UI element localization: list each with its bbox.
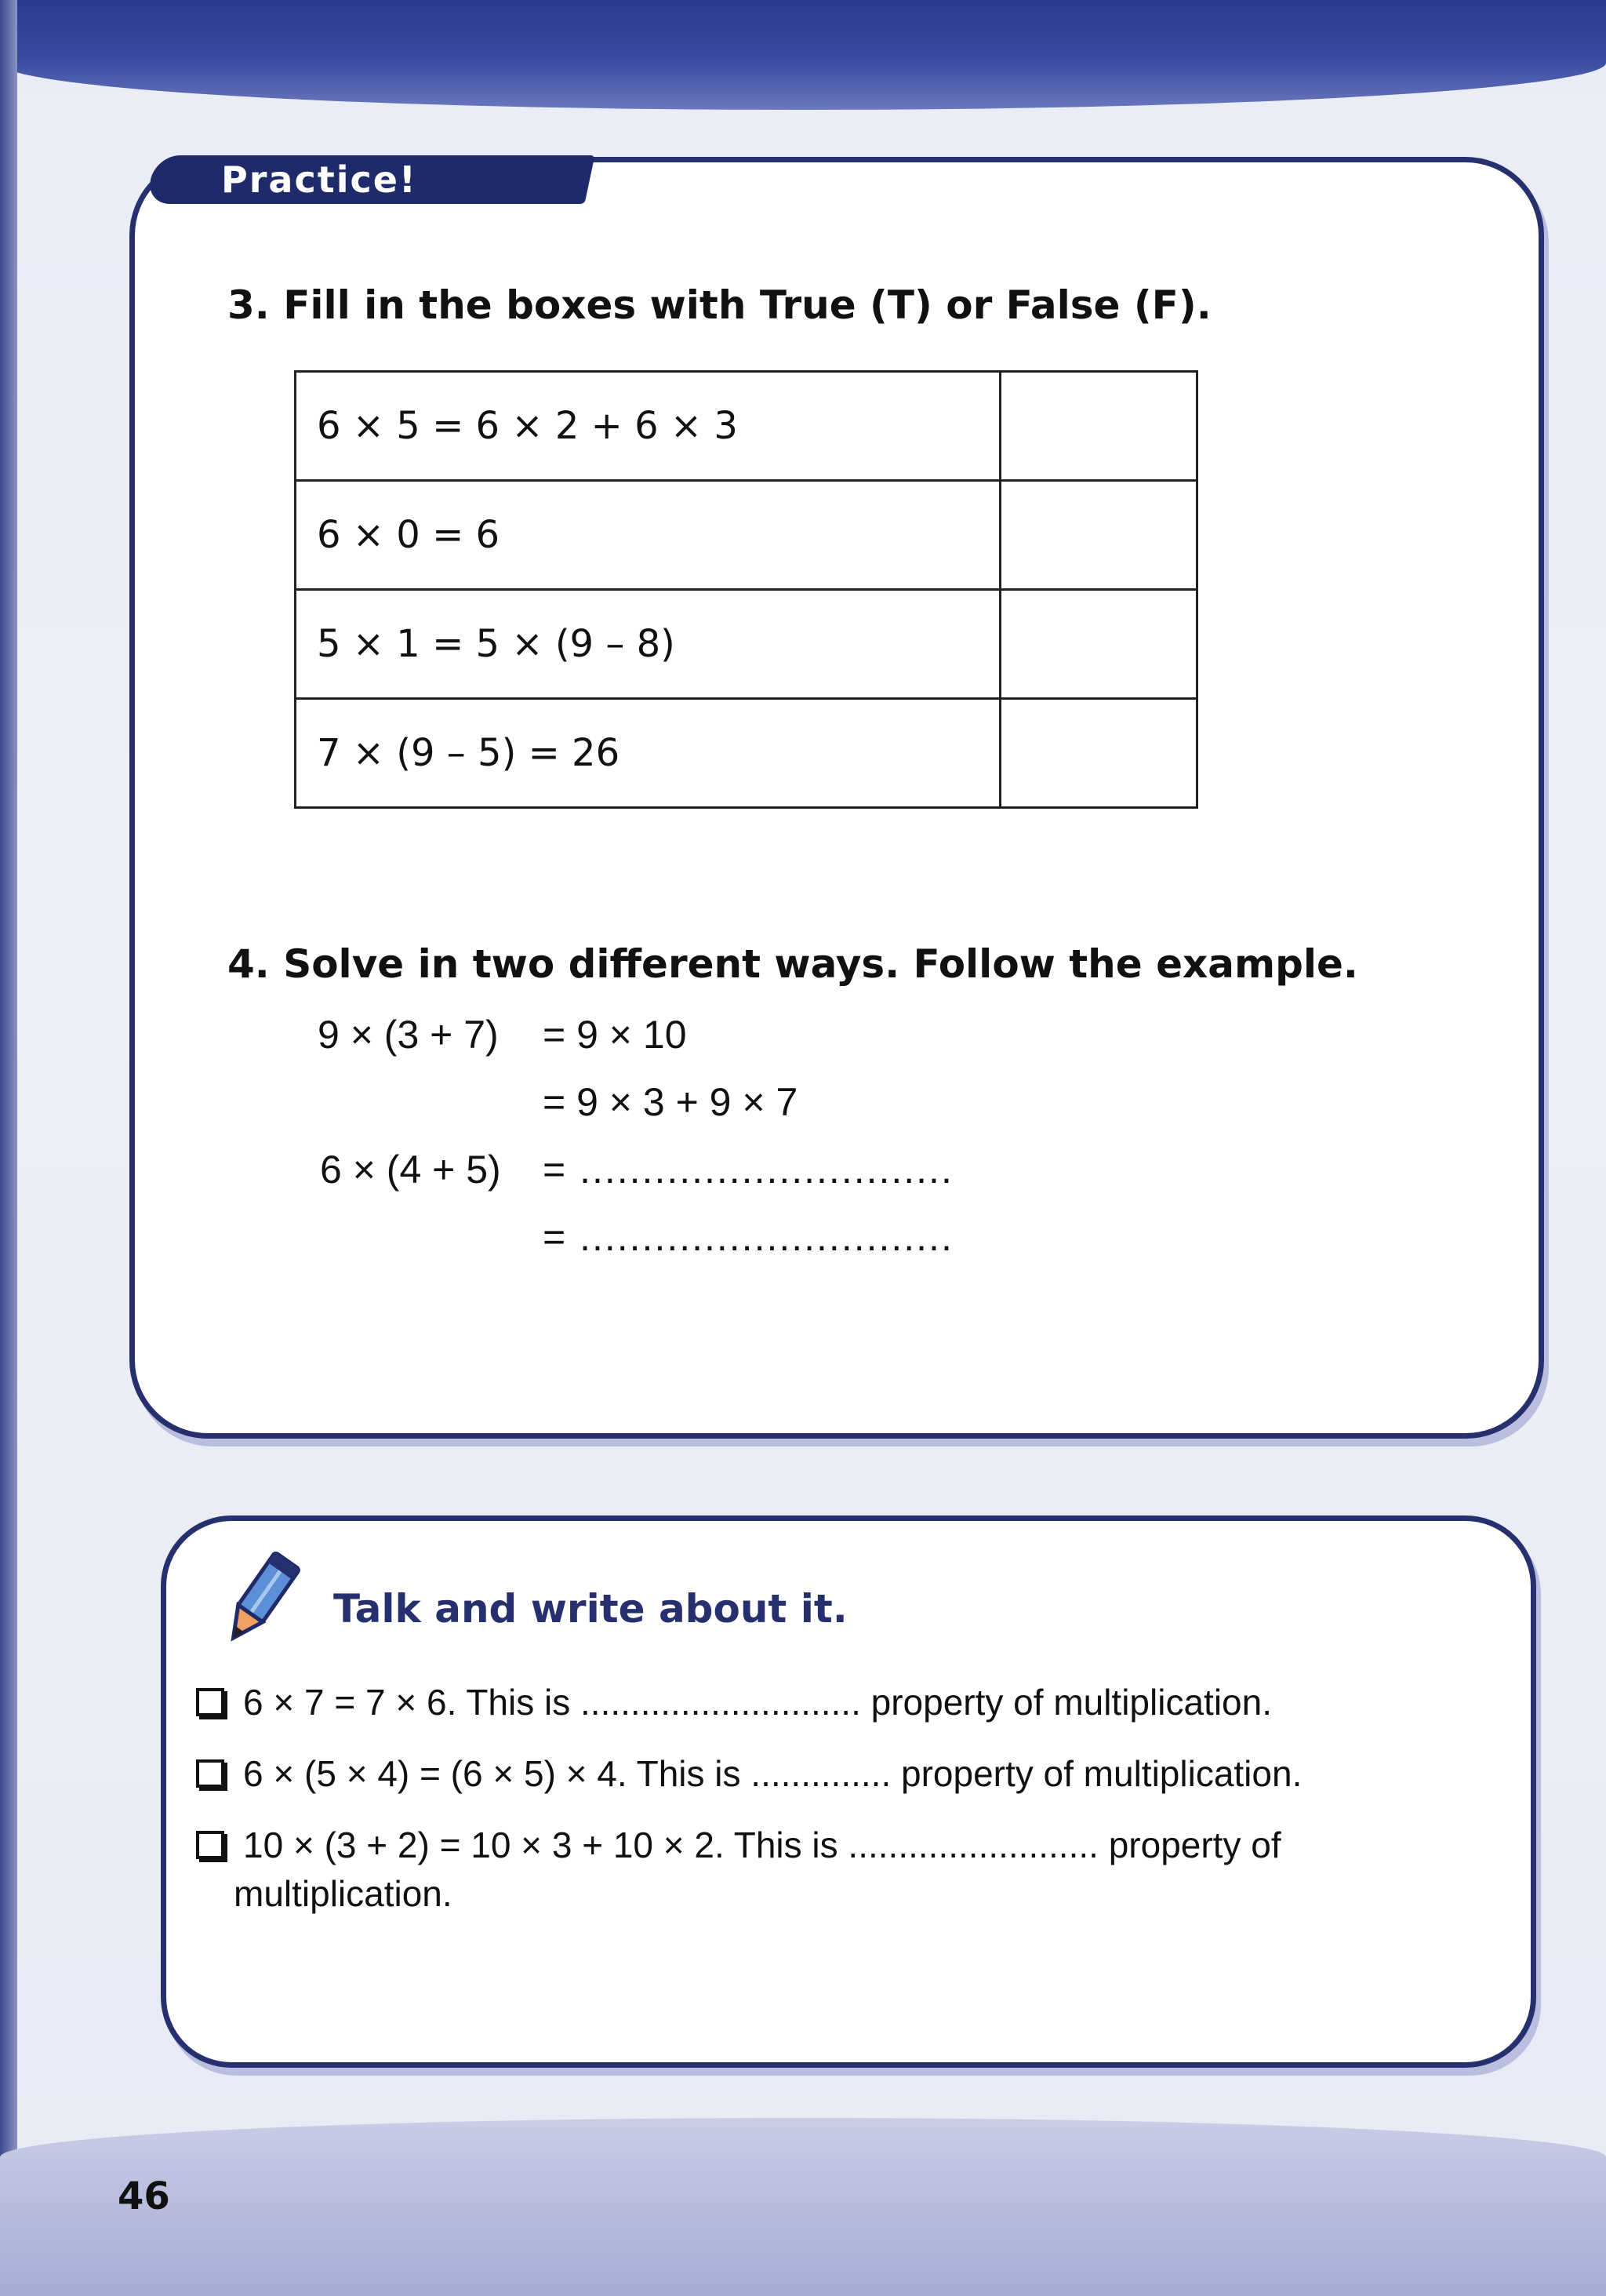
question-3-title: 3. Fill in the boxes with True (T) or False (F). bbox=[227, 282, 1212, 328]
exercise-lhs: 6 × (4 + 5) bbox=[320, 1148, 501, 1192]
true-false-table bbox=[294, 370, 1198, 809]
item-text: 6 × (5 × 4) = (6 × 5) × 4. This is .............. property of multiplication. bbox=[243, 1753, 1303, 1794]
example-lhs: 9 × (3 + 7) bbox=[318, 1013, 499, 1057]
top-decorative-band bbox=[0, 0, 1606, 110]
page-left-edge bbox=[0, 0, 17, 2296]
example-step-2: = 9 × 3 + 9 × 7 bbox=[543, 1080, 798, 1124]
list-item bbox=[196, 1752, 1302, 1795]
answer-box[interactable] bbox=[1001, 699, 1197, 808]
list-item bbox=[196, 1681, 1272, 1723]
checkbox-icon[interactable] bbox=[196, 1688, 224, 1716]
page-number: 46 bbox=[118, 2174, 170, 2218]
pencil-icon bbox=[212, 1545, 306, 1655]
table-row bbox=[296, 590, 1197, 699]
example-step-1: = 9 × 10 bbox=[543, 1013, 687, 1057]
talk-title: Talk and write about it. bbox=[333, 1586, 848, 1632]
checkbox-icon[interactable] bbox=[196, 1759, 224, 1788]
list-item bbox=[196, 1824, 1281, 1866]
answer-box[interactable] bbox=[1001, 481, 1197, 590]
practice-banner-label: Practice! bbox=[221, 158, 417, 201]
checkbox-icon[interactable] bbox=[196, 1831, 224, 1859]
item-text: 6 × 7 = 7 × 6. This is ............................ property of multiplication. bbox=[243, 1682, 1272, 1723]
practice-banner bbox=[145, 155, 594, 204]
exercise-answer-2[interactable]: = .............................. bbox=[543, 1215, 954, 1259]
statement-cell: 7 × (9 – 5) = 26 bbox=[296, 699, 1001, 808]
item-text: 10 × (3 + 2) = 10 × 3 + 10 × 2. This is ......................... property of bbox=[243, 1825, 1281, 1865]
answer-box[interactable] bbox=[1001, 372, 1197, 481]
table-row bbox=[296, 699, 1197, 808]
table-row bbox=[296, 372, 1197, 481]
question-4-title: 4. Solve in two different ways. Follow the example. bbox=[227, 941, 1358, 987]
statement-cell: 6 × 5 = 6 × 2 + 6 × 3 bbox=[296, 372, 1001, 481]
exercise-answer-1[interactable]: = .............................. bbox=[543, 1148, 954, 1192]
bottom-decorative-band bbox=[0, 2118, 1606, 2296]
statement-cell: 6 × 0 = 6 bbox=[296, 481, 1001, 590]
answer-box[interactable] bbox=[1001, 590, 1197, 699]
statement-cell: 5 × 1 = 5 × (9 – 8) bbox=[296, 590, 1001, 699]
table-row bbox=[296, 481, 1197, 590]
item-text-continuation: multiplication. bbox=[234, 1873, 452, 1914]
